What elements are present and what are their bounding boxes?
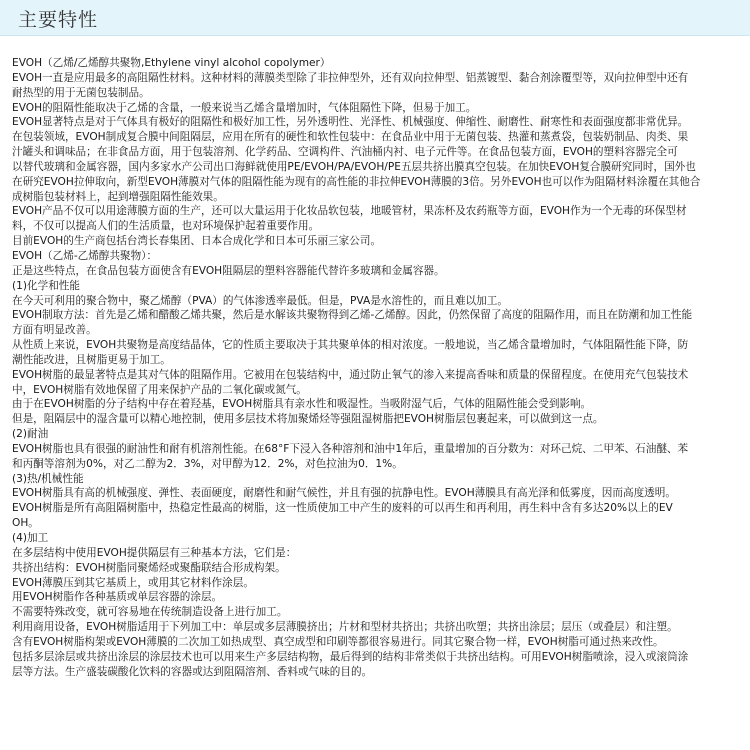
text-line: 以替代玻璃和金属容器，国内多家水产公司出口海鲜就使用PE/EVOH/PA/EVOH/PE五层共挤出膜真空包装。在加快EVOH复合膜研究同时，国外也 (12, 160, 696, 173)
text-line: 在研究EVOH拉伸取向，新型EVOH薄膜对气体的阻隔性能为现有的高性能的非拉伸EVOH薄膜的3倍。另外EVOH也可以作为阻隔材料涂覆在其他合 (12, 175, 701, 188)
text-line: 汁罐头和调味品；在非食品方面，用于包装溶剂、化学药品、空调构件、汽油桶内衬、电子元件等。在食品包装方面，EVOH的塑料容器完全可 (12, 146, 678, 159)
text-line: EVOH制取方法：首先是乙烯和醋酸乙烯共聚，然后是水解该共聚物得到乙烯-乙烯醇。因此，仍然保留了高度的阻隔作用，而且在防潮和加工性能 (12, 309, 693, 322)
text-line: 潮性能改进，且树脂更易于加工。 (12, 353, 171, 366)
text-line: 料，不仅可以提高人们的生活质量，也对环境保护起着重要作用。 (12, 220, 320, 233)
text-line: (4)加工 (12, 532, 49, 544)
text-line: 耐热型的用于无菌包装制品。 (12, 86, 150, 99)
text-line: EVOH显著特点是对于气体具有极好的阻隔性和极好加工性，另外透明性、光泽性、机械强度、伸缩性、耐磨性、耐寒性和表面强度都非常优异。 (12, 116, 689, 129)
text-line: EVOH一直是应用最多的高阻隔性材料。这种材料的薄膜类型除了非拉伸型外，还有双向拉伸型、铝蒸镀型、黏合剂涂覆型等，双向拉伸型中还有 (12, 71, 689, 84)
text-line: EVOH树脂也具有很强的耐油性和耐有机溶剂性能。在68°F下浸入各种溶剂和油中1年后，重量增加的百分数为：对环己烷、二甲苯、石油醚、苯 (12, 442, 689, 455)
text-line: 成树脂包装材料上，起到增强阻隔性能效果。 (12, 190, 224, 203)
text-line: EVOH薄膜压到其它基质上，或用其它材料作涂层。 (12, 576, 254, 589)
text-line: 目前EVOH的生产商包括台湾长春集团、日本合成化学和日本可乐丽三家公司。 (12, 235, 382, 248)
text-line: 用EVOH树脂作各种基质或单层容器的涂层。 (12, 591, 223, 604)
text-line: 从性质上来说，EVOH共聚物是高度结晶体，它的性质主要取决于其共聚单体的相对浓度。一般地说，当乙烯含量增加时，气体阻隔性能下降，防 (12, 339, 689, 352)
text-line: 正是这些特点，在食品包装方面使含有EVOH阻隔层的塑料容器能代替许多玻璃和金属容器。 (12, 264, 445, 277)
text-line: EVOH树脂是所有高阻隔树脂中，热稳定性最高的树脂，这一性质使加工中产生的废料的可以再生和再利用，再生料中含有多达20%以上的EV (12, 502, 673, 515)
document-body (12, 56, 740, 679)
text-line: EVOH树脂的最显著特点是其对气体的阻隔作用。它被用在包装结构中，通过防止氧气的渗入来提高香味和质量的保留程度。在使用充气包装技术 (12, 368, 689, 381)
text-line: 在多层结构中使用EVOH提供隔层有三种基本方法，它们是： (12, 546, 297, 559)
text-line: 层等方法。生产盛装碳酸化饮料的容器或达到阻隔溶剂、香料或气味的目的。 (12, 665, 373, 678)
text-line: (3)热/机械性能 (12, 472, 84, 485)
text-line: 但是，阻隔层中的湿含量可以精心地控制，使用多层技术将加聚烯烃等强阻湿树脂把EVOH树脂层包裹起来，可以做到这一点。 (12, 413, 604, 426)
text-line: EVOH树脂具有高的机械强度、弹性、表面硬度，耐磨性和耐气候性，并且有强的抗静电性。EVOH薄膜具有高光泽和低雾度，因而高度透明。 (12, 487, 676, 500)
text-line: OH。 (12, 517, 39, 530)
text-line: 含有EVOH树脂构架或EVOH薄膜的二次加工如热成型、真空成型和印刷等都很容易进行。同其它聚合物一样，EVOH树脂可通过热来改性。 (12, 635, 664, 648)
text-line: (1)化学和性能 (12, 279, 80, 292)
text-line: 中，EVOH树脂有效地保留了用来保护产品的二氧化碳或氮气。 (12, 383, 307, 396)
text-line: EVOH（乙烯-乙烯醇共聚物）： (12, 249, 158, 262)
text-line: 不需要特殊改变，就可容易地在传统制造设备上进行加工。 (12, 606, 288, 619)
text-line: EVOH产品不仅可以用途薄膜方面的生产，还可以大量运用于化妆品软包装，地暖管材，果冻杯及农药瓶等方面，EVOH作为一个无毒的环保型材 (12, 205, 687, 218)
text-line: (2)耐油 (12, 428, 49, 441)
text-line: 由于在EVOH树脂的分子结构中存在着羟基，EVOH树脂具有亲水性和吸湿性。当吸附湿气后，气体的阻隔性能会受到影响。 (12, 398, 592, 411)
text-line: 利用商用设备，EVOH树脂适用于下列加工中：单层或多层薄膜挤出；片材和型材共挤出；共挤出吹塑；共挤出涂层；层压（或叠层）和注塑。 (12, 621, 678, 634)
text-line: 共挤出结构：EVOH树脂同聚烯烃或聚酯联结合形成构架。 (12, 561, 286, 574)
text-line: EVOH（乙烯/乙烯醇共聚物,Ethylene vinyl alcohol copolymer） (12, 57, 331, 69)
section-title: 主要特性 (18, 9, 99, 31)
text-line: EVOH的阻隔性能取决于乙烯的含量，一般来说当乙烯含量增加时，气体阻隔性下降，但易于加工。 (12, 101, 477, 114)
section-header-bar (0, 0, 750, 36)
text-line: 方面有明显改善。 (12, 324, 97, 337)
text-line: 在今天可利用的聚合物中，聚乙烯醇（PVA）的气体渗透率最低。但是，PVA是水溶性的，而且难以加工。 (12, 294, 508, 307)
text-line: 包括多层涂层或共挤出涂层的涂层技术也可以用来生产多层结构物，最后得到的结构非常类似于共挤出结构。可用EVOH树脂喷涂，浸入或滚筒涂 (12, 650, 689, 663)
text-line: 在包装领域，EVOH制成复合膜中间阻隔层，应用在所有的硬性和软性包装中：在食品业中用于无菌包装、热灌和蒸煮袋，包装奶制品、肉类、果 (12, 131, 689, 144)
text-line: 和丙酮等溶剂为0%，对乙二醇为2．3%，对甲醇为12．2%，对色拉油为0．1%。 (12, 457, 403, 470)
